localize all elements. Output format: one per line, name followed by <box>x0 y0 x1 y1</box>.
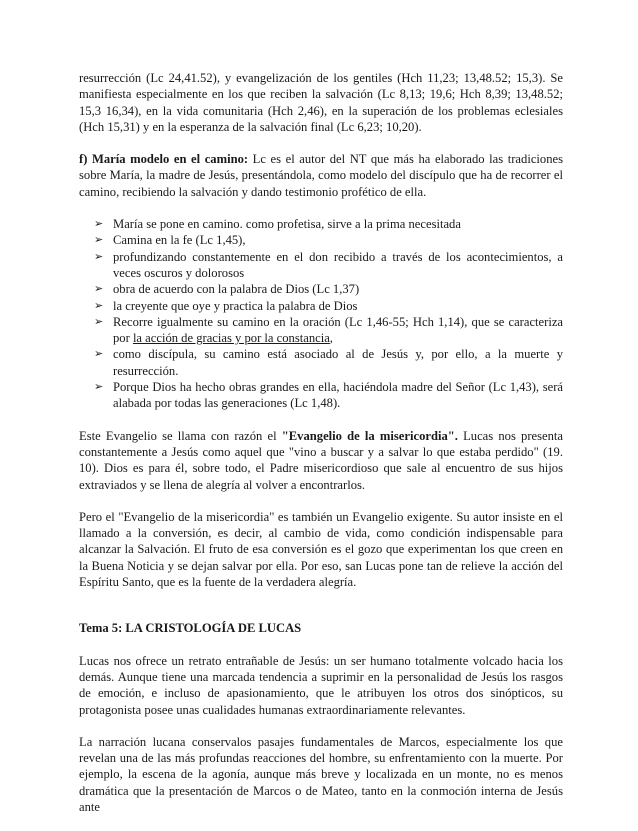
list-item-text: profundizando constantemente en el don recibido a través de los acontecimientos, a veces oscuros y dolorosos <box>113 249 563 280</box>
list-item-text: como discípula, su camino está asociado al de Jesús y, por ello, a la muerte y resurrección. <box>113 347 563 378</box>
list-item <box>79 232 563 248</box>
arrow-bullet-icon: ➢ <box>94 380 104 394</box>
paragraph-retrato: Lucas nos ofrece un retrato entrañable de Jesús: un ser humano totalmente volcado hacia los demás. Aunque tiene una marcada tendencia a suprimir en la personalidad de Jesús los rasgos de emoción, e incluso de apasionamiento, que le atribuyen los otros dos sinópticos, su protagonista posee unas cualidades humanas extraordinariamente relevantes. <box>79 653 563 717</box>
list-item-text: obra de acuerdo con la palabra de Dios (Lc 1,37) <box>113 282 360 297</box>
paragraph-narracion: La narración lucana conservalos pasajes fundamentales de Marcos, especialmente los que revelan una de las más profundas reacciones del hombre, su enfrentamiento con la muerte. Por ejemplo, la escena de la agonía, aunque más breve y localizada en un monte, no es menos dramática que la presentación de Marcos o de Mateo, tanto en la conmoción interna de Jesús ante <box>79 734 563 814</box>
list-item <box>79 281 563 297</box>
arrow-bullet-icon: ➢ <box>94 249 104 263</box>
section-text-maria: Lc es el autor del NT que más ha elaborado las tradiciones sobre María, la madre de Jesús, presentándola, como modelo del discípulo que ha de recorrer el camino, recibiendo la salvación y dando testimonio profético de ella. <box>79 152 563 199</box>
list-item-text: María se pone en camino. como profetisa, sirve a la prima necesitada <box>113 217 461 232</box>
bold-phrase: "Evangelio de la misericordia". <box>281 428 458 443</box>
bullet-list-maria <box>79 216 563 412</box>
paragraph-text: Este Evangelio se llama con razón el <box>79 428 282 443</box>
arrow-bullet-icon: ➢ <box>94 298 104 312</box>
arrow-bullet-icon: ➢ <box>94 347 104 361</box>
list-item <box>79 216 563 232</box>
paragraph-alegria: resurrección (Lc 24,41.52), y evangelización de los gentiles (Hch 11,23; 13,48.52; 15,3). Se manifiesta especialmente en los que reciben la salvación (Lc 8,13; 19,6; Hch 8,39; 13,48.52; 15,3 16,34), en la vida comunitaria (Hch 2,46), en la superación de los problemas eclesiales (Hch 15,31) y en la esperanza de la salvación final (Lc 6,23; 10,20). <box>79 71 563 134</box>
list-item-text-end: , <box>329 331 333 346</box>
list-item <box>79 314 563 347</box>
paragraph-text: Lucas nos presenta constantemente a Jesús como aquel que "vino a buscar y a salvar lo que estaba perdido" (19. 10). Dios es para él, sobre todo, el Padre misericordioso que sale al encuentro de sus hijos extraviados y se llena de alegría al volver a encontrarlos. <box>79 428 563 492</box>
list-item <box>79 346 563 379</box>
arrow-bullet-icon: ➢ <box>94 282 104 296</box>
list-item-text: la creyente que oye y practica la palabra de Dios <box>113 298 358 313</box>
list-item-text: Camina en la fe (Lc 1,45), <box>113 233 246 248</box>
section-title-tema5: Tema 5: LA CRISTOLOGÍA DE LUCAS <box>79 621 302 636</box>
paragraph-maria-modelo <box>79 151 563 200</box>
list-item <box>79 249 563 282</box>
section-heading-maria: f) María modelo en el camino: <box>79 152 249 167</box>
list-item-text: Recorre igualmente su camino en la oración (Lc 1,46-55; Hch 1,14), que se caracteriza por <box>113 314 563 346</box>
arrow-bullet-icon: ➢ <box>94 233 104 247</box>
arrow-bullet-icon: ➢ <box>94 314 104 328</box>
arrow-bullet-icon: ➢ <box>94 217 104 231</box>
paragraph-exigente: Pero el "Evangelio de la misericordia" es también un Evangelio exigente. Su autor insiste en el llamado a la conversión, es decir, al cambio de vida, como condición indispensable para alcanzar la Salvación. El fruto de esa conversión es el gozo que experimentan los que creen en la Buena Noticia y se dejan salvar por ella. Por eso, san Lucas pone tan de relieve la acción del Espíritu Santo, que es la fuente de la verdadera alegría. <box>79 509 563 590</box>
list-item <box>79 298 563 314</box>
list-item <box>79 379 563 412</box>
list-item-text: Porque Dios ha hecho obras grandes en ella, haciéndola madre del Señor (Lc 1,43), será alabada por todas las generaciones (Lc 1,48). <box>113 380 563 411</box>
document-page <box>79 70 563 831</box>
underlined-text: la acción de gracias y por la constancia <box>132 331 330 346</box>
paragraph-misericordia <box>79 428 563 493</box>
